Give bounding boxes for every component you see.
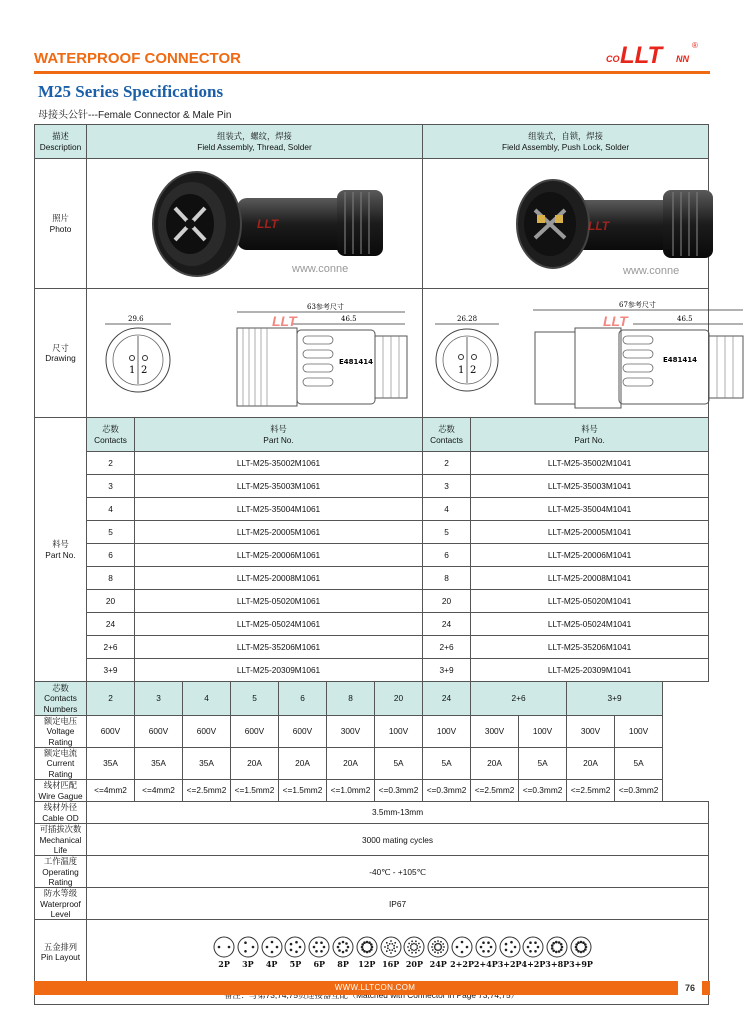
pin-layout-caption: 20P xyxy=(405,958,424,969)
svg-text:LLT: LLT xyxy=(257,216,279,231)
voltage-value: 600V xyxy=(231,716,279,748)
photo-pushlock-connector xyxy=(423,159,709,289)
contacts-number: 2+6 xyxy=(471,682,567,716)
part-number-left: LLT-M25-05020M1061 xyxy=(135,590,423,613)
mech-life-value: 3000 mating cycles xyxy=(87,824,709,856)
wire-value: <=0.3mm2 xyxy=(519,780,567,802)
contacts-cell: 2 xyxy=(87,452,135,475)
pin-layout-caption: 2+2P xyxy=(450,958,474,969)
part-number-right: LLT-M25-20008M1041 xyxy=(471,567,709,590)
pin-layout-item xyxy=(522,936,546,969)
table-row xyxy=(35,659,709,682)
part-number-right: LLT-M25-20005M1041 xyxy=(471,521,709,544)
pin-layout-label: 五金排列 Pin Layout xyxy=(35,920,87,985)
wire-row xyxy=(35,780,709,802)
mech-life-label: 可插拔次数 Mechanical Life xyxy=(35,824,87,856)
pin-layout-item xyxy=(212,936,236,969)
op-temp-row xyxy=(35,856,709,888)
wire-label: 线材匹配 Wire Gague xyxy=(35,780,87,802)
partno-part-header-right: 料号 Part No. xyxy=(471,418,709,452)
svg-text:1: 1 xyxy=(458,364,465,376)
header-rule xyxy=(34,71,710,74)
contacts-cell: 3 xyxy=(423,475,471,498)
svg-text:NN: NN xyxy=(676,54,689,64)
pushlock-dimension-drawing xyxy=(423,290,750,417)
pin-layout-item xyxy=(450,936,474,969)
current-value: 35A xyxy=(183,748,231,780)
wire-value: <=0.3mm2 xyxy=(615,780,663,802)
part-number-left: LLT-M25-35206M1061 xyxy=(135,636,423,659)
part-number-right: LLT-M25-35003M1041 xyxy=(471,475,709,498)
current-value: 20A xyxy=(471,748,519,780)
pin-layout-icon xyxy=(570,936,592,958)
contacts-number: 24 xyxy=(423,682,471,716)
wire-value: <=1.5mm2 xyxy=(231,780,279,802)
svg-text:CO: CO xyxy=(606,54,620,64)
voltage-value: 100V xyxy=(375,716,423,748)
current-value: 35A xyxy=(87,748,135,780)
pin-layout-diagrams xyxy=(87,920,709,985)
contacts-numbers-row xyxy=(35,682,709,716)
contacts-cell: 3 xyxy=(87,475,135,498)
current-value: 20A xyxy=(279,748,327,780)
svg-text:26.28: 26.28 xyxy=(457,314,478,323)
description-col1: 组装式，螺纹，焊接 Field Assembly, Thread, Solder xyxy=(87,125,423,159)
pin-layout-item xyxy=(379,936,403,969)
wire-value: <=2.5mm2 xyxy=(567,780,615,802)
svg-text:46.5: 46.5 xyxy=(677,314,693,323)
pin-layout-item xyxy=(260,936,284,969)
pin-layout-caption: 3P xyxy=(242,958,254,969)
photo-row xyxy=(35,159,709,289)
mech-life-row xyxy=(35,824,709,856)
current-value: 20A xyxy=(231,748,279,780)
pin-layout-item xyxy=(355,936,379,969)
pin-layout-icon xyxy=(522,936,544,958)
table-row xyxy=(35,636,709,659)
svg-text:LLT: LLT xyxy=(588,218,610,233)
footer-url[interactable]: WWW.LLTCON.COM xyxy=(334,983,416,992)
pin-layout-item xyxy=(498,936,522,969)
part-number-right: LLT-M25-20309M1041 xyxy=(471,659,709,682)
description-col2: 组装式，自锁，焊接 Field Assembly, Push Lock, Solder xyxy=(423,125,709,159)
drawing-thread xyxy=(87,289,423,418)
svg-text:29.6: 29.6 xyxy=(128,314,144,323)
wire-value: <=4mm2 xyxy=(135,780,183,802)
part-number-left: LLT-M25-20008M1061 xyxy=(135,567,423,590)
current-value: 20A xyxy=(327,748,375,780)
pin-layout-caption: 4P xyxy=(265,958,278,969)
svg-text:www.conne: www.conne xyxy=(292,262,349,275)
svg-text:2: 2 xyxy=(470,364,477,376)
wire-value: <=1.0mm2 xyxy=(327,780,375,802)
page-header-title: WATERPROOF CONNECTOR xyxy=(34,50,241,67)
svg-text:E481414: E481414 xyxy=(663,355,698,364)
contacts-cell: 2+6 xyxy=(423,636,471,659)
contacts-cell: 4 xyxy=(423,498,471,521)
part-number-left: LLT-M25-20005M1061 xyxy=(135,521,423,544)
pin-layout-icon xyxy=(284,936,306,958)
pin-layout-caption: 5P xyxy=(289,958,302,969)
contacts-numbers-label: 芯数 Contacts Numbers xyxy=(35,682,87,716)
contacts-number: 5 xyxy=(231,682,279,716)
pin-layout-caption: 16P xyxy=(382,958,400,969)
part-number-right: LLT-M25-35004M1041 xyxy=(471,498,709,521)
pin-layout-row xyxy=(35,920,709,985)
drawing-row xyxy=(35,289,709,418)
contacts-cell: 24 xyxy=(87,613,135,636)
current-value: 5A xyxy=(375,748,423,780)
drawing-label: 尺寸 Drawing xyxy=(35,289,87,418)
contacts-cell: 2 xyxy=(423,452,471,475)
pin-layout-caption: 2P xyxy=(218,958,230,969)
svg-text:67参考尺寸: 67参考尺寸 xyxy=(619,300,656,309)
contacts-cell: 5 xyxy=(423,521,471,544)
part-number-right: LLT-M25-20006M1041 xyxy=(471,544,709,567)
contacts-number: 20 xyxy=(375,682,423,716)
wire-value: <=1.5mm2 xyxy=(279,780,327,802)
contacts-number: 3+9 xyxy=(567,682,663,716)
part-number-right: LLT-M25-35206M1041 xyxy=(471,636,709,659)
pin-layout-icon xyxy=(546,936,568,958)
part-number-right: LLT-M25-05024M1041 xyxy=(471,613,709,636)
contacts-cell: 4 xyxy=(87,498,135,521)
table-row xyxy=(35,521,709,544)
current-row xyxy=(35,748,709,780)
pin-layout-icon xyxy=(213,936,235,958)
contacts-cell: 20 xyxy=(87,590,135,613)
pin-layout-icon xyxy=(261,936,283,958)
pin-layout-icon xyxy=(475,936,497,958)
pin-layout-caption: 6P xyxy=(313,958,326,969)
photo-thread-connector xyxy=(87,159,423,289)
svg-text:LLT: LLT xyxy=(272,312,297,329)
partno-label: 料号 Part No. xyxy=(35,418,87,682)
contacts-number: 8 xyxy=(327,682,375,716)
voltage-label: 额定电压 Voltage Rating xyxy=(35,716,87,748)
subtitle: 母接头公针---Female Connector & Male Pin xyxy=(38,110,232,121)
current-value: 5A xyxy=(423,748,471,780)
pin-layout-icon xyxy=(403,936,425,958)
svg-text:www.conne: www.conne xyxy=(623,264,680,277)
partno-part-header-left: 料号 Part No. xyxy=(135,418,423,452)
pin-layout-item xyxy=(331,936,355,969)
pin-layout-item xyxy=(569,936,593,969)
svg-text:LLT: LLT xyxy=(620,42,663,69)
page-number: 76 xyxy=(678,981,702,995)
pin-layout-icon xyxy=(380,936,402,958)
contacts-cell: 8 xyxy=(87,567,135,590)
pin-layout-item xyxy=(307,936,331,969)
voltage-value: 600V xyxy=(183,716,231,748)
voltage-value: 600V xyxy=(279,716,327,748)
pin-layout-item xyxy=(474,936,498,969)
table-row xyxy=(35,613,709,636)
pin-layout-icon xyxy=(499,936,521,958)
drawing-pushlock xyxy=(423,289,709,418)
pin-layout-icon xyxy=(356,936,378,958)
voltage-value: 100V xyxy=(423,716,471,748)
contacts-cell: 3+9 xyxy=(87,659,135,682)
contacts-cell: 2+6 xyxy=(87,636,135,659)
pin-layout-item xyxy=(426,936,450,969)
table-row xyxy=(35,475,709,498)
contacts-cell: 6 xyxy=(87,544,135,567)
wire-value: <=2.5mm2 xyxy=(183,780,231,802)
contacts-cell: 24 xyxy=(423,613,471,636)
pin-layout-caption: 2+4P xyxy=(473,958,498,969)
voltage-value: 600V xyxy=(87,716,135,748)
part-number-left: LLT-M25-35004M1061 xyxy=(135,498,423,521)
current-value: 5A xyxy=(519,748,567,780)
svg-text:46.5: 46.5 xyxy=(341,314,357,323)
cable-od-value: 3.5mm-13mm xyxy=(87,802,709,824)
description-label: 描述 Description xyxy=(35,125,87,159)
contacts-cell: 5 xyxy=(87,521,135,544)
wire-value: <=2.5mm2 xyxy=(471,780,519,802)
pin-layout-caption: 24P xyxy=(429,958,447,969)
voltage-value: 100V xyxy=(615,716,663,748)
partno-contacts-header-left: 芯数 Contacts xyxy=(87,418,135,452)
description-row xyxy=(35,125,709,159)
pin-layout-item xyxy=(284,936,308,969)
voltage-value: 300V xyxy=(471,716,519,748)
contacts-number: 6 xyxy=(279,682,327,716)
svg-text:2: 2 xyxy=(141,364,148,376)
part-number-right: LLT-M25-05020M1041 xyxy=(471,590,709,613)
svg-text:LLT: LLT xyxy=(603,312,628,329)
pin-layout-item xyxy=(545,936,569,969)
wire-value: <=4mm2 xyxy=(87,780,135,802)
table-row xyxy=(35,452,709,475)
current-value: 35A xyxy=(135,748,183,780)
pin-layout-caption: 12P xyxy=(358,958,376,969)
current-label: 额定电流 Current Rating xyxy=(35,748,87,780)
part-number-left: LLT-M25-05024M1061 xyxy=(135,613,423,636)
voltage-value: 100V xyxy=(519,716,567,748)
contacts-cell: 20 xyxy=(423,590,471,613)
part-number-left: LLT-M25-35003M1061 xyxy=(135,475,423,498)
pin-layout-icon xyxy=(427,936,449,958)
wire-value: <=0.3mm2 xyxy=(375,780,423,802)
table-row xyxy=(35,544,709,567)
voltage-value: 300V xyxy=(327,716,375,748)
cable-od-row xyxy=(35,802,709,824)
svg-text:1: 1 xyxy=(129,364,136,376)
contacts-cell: 6 xyxy=(423,544,471,567)
spec-table xyxy=(34,124,709,1005)
pin-layout-icon xyxy=(308,936,330,958)
thread-connector-image xyxy=(87,160,417,288)
contacts-cell: 8 xyxy=(423,567,471,590)
svg-text:®: ® xyxy=(692,41,698,50)
waterproof-row xyxy=(35,888,709,920)
partno-header-row xyxy=(35,418,709,452)
pushlock-connector-image xyxy=(423,160,750,288)
op-temp-value: -40℃ - +105℃ xyxy=(87,856,709,888)
pin-layout-caption: 3+2P xyxy=(497,958,522,969)
pin-layout-icon xyxy=(237,936,259,958)
pin-layout-icon xyxy=(451,936,473,958)
table-row xyxy=(35,498,709,521)
table-row xyxy=(35,590,709,613)
photo-label: 照片 Photo xyxy=(35,159,87,289)
pin-layout-caption: 4+2P xyxy=(521,958,546,969)
contacts-number: 2 xyxy=(87,682,135,716)
waterproof-label: 防水等级 Waterproof Level xyxy=(35,888,87,920)
waterproof-value: IP67 xyxy=(87,888,709,920)
contacts-number: 4 xyxy=(183,682,231,716)
wire-value: <=0.3mm2 xyxy=(423,780,471,802)
part-number-left: LLT-M25-20309M1061 xyxy=(135,659,423,682)
part-number-right: LLT-M25-35002M1041 xyxy=(471,452,709,475)
cable-od-label: 线材外径 Cable OD xyxy=(35,802,87,824)
series-title: M25 Series Specifications xyxy=(38,82,224,101)
table-row xyxy=(35,567,709,590)
pin-layout-item xyxy=(403,936,427,969)
svg-text:E481414: E481414 xyxy=(339,357,374,366)
voltage-row xyxy=(35,716,709,748)
voltage-value: 600V xyxy=(135,716,183,748)
pin-layout-caption: 8P xyxy=(337,958,349,969)
llt-logo xyxy=(604,36,714,70)
pin-layout-caption: 3+9P xyxy=(569,958,593,969)
contacts-number: 3 xyxy=(135,682,183,716)
thread-dimension-drawing xyxy=(87,290,417,417)
op-temp-label: 工作温度 Operating Rating xyxy=(35,856,87,888)
pin-layout-caption: 3+8P xyxy=(545,958,570,969)
voltage-value: 300V xyxy=(567,716,615,748)
current-value: 20A xyxy=(567,748,615,780)
part-number-left: LLT-M25-20006M1061 xyxy=(135,544,423,567)
svg-text:63参考尺寸: 63参考尺寸 xyxy=(307,302,344,311)
contacts-cell: 3+9 xyxy=(423,659,471,682)
current-value: 5A xyxy=(615,748,663,780)
part-number-left: LLT-M25-35002M1061 xyxy=(135,452,423,475)
partno-contacts-header-right: 芯数 Contacts xyxy=(423,418,471,452)
pin-layout-item xyxy=(236,936,260,969)
pin-layout-icon xyxy=(332,936,354,958)
